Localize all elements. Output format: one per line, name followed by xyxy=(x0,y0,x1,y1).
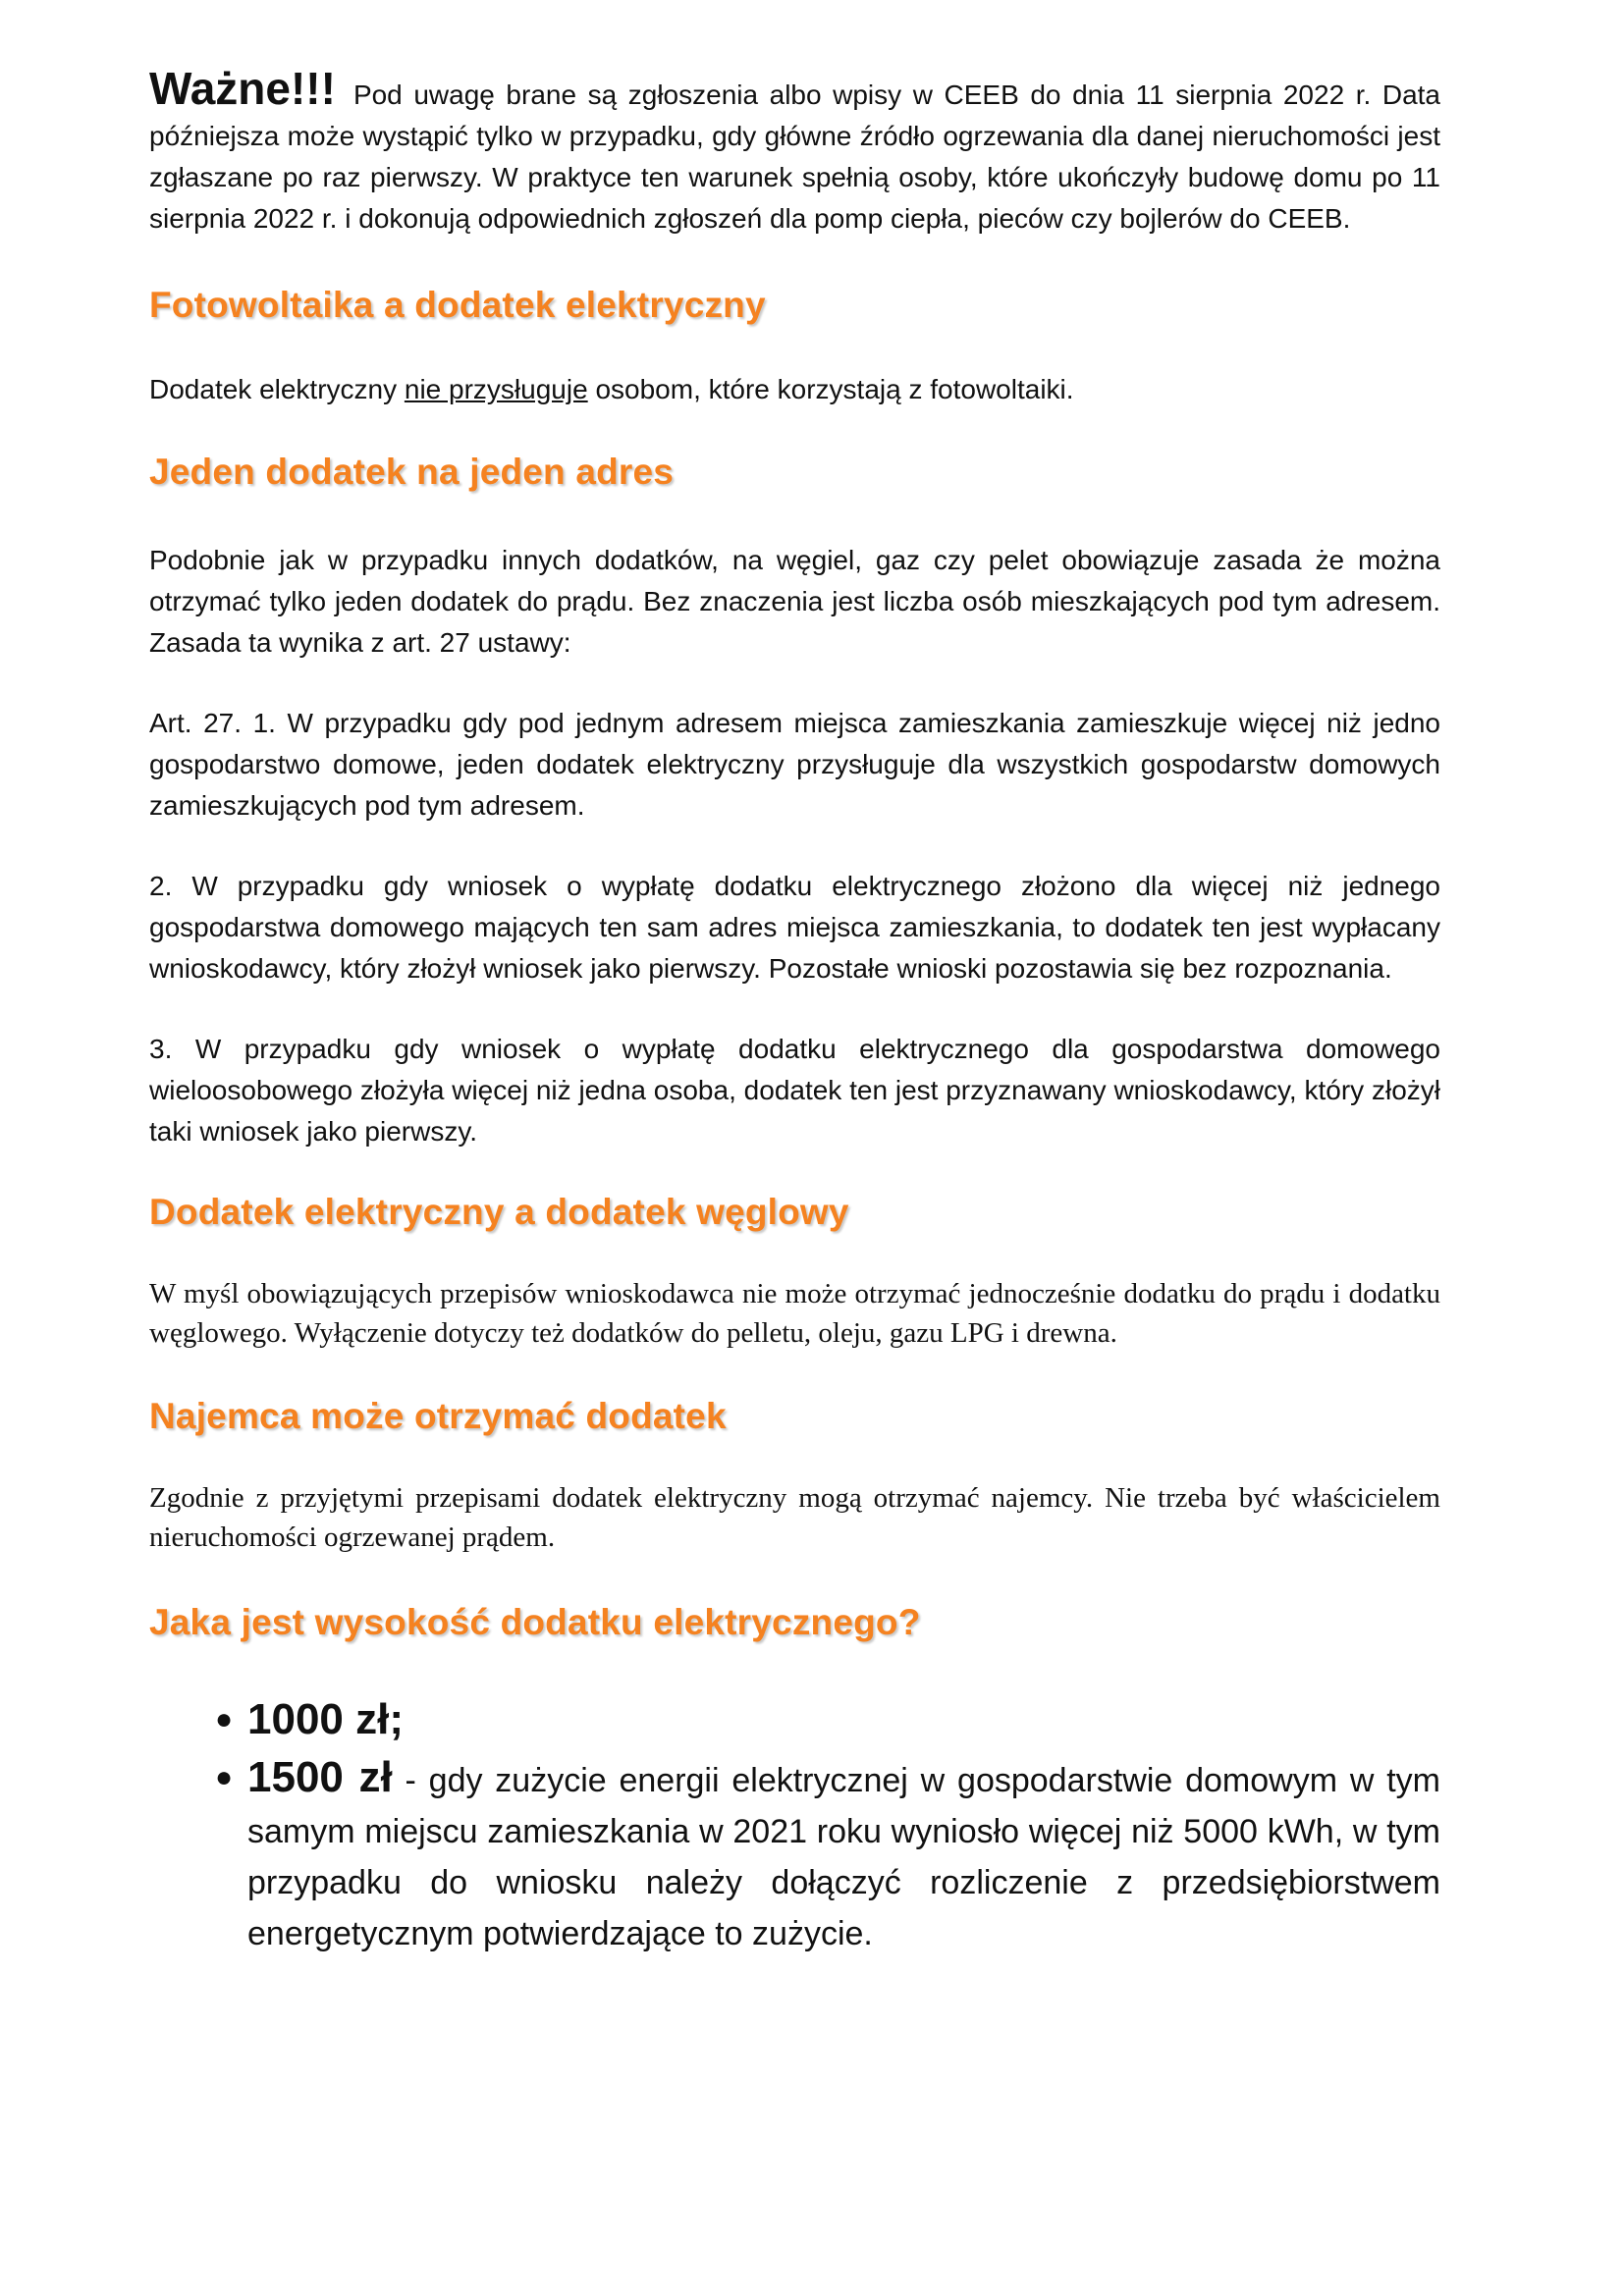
list-item xyxy=(149,1694,1440,1748)
coal-paragraph: W myśl obowiązujących przepisów wnioskodawca nie może otrzymać jednocześnie dodatku do prądu i dodatku węglowego. Wyłączenie dotyczy też dodatków do pelletu, oleju, gazu LPG i drewna. xyxy=(149,1278,1440,1349)
document-page xyxy=(149,63,1440,1959)
list-item xyxy=(149,1752,1440,1959)
heading-tenant: Najemca może otrzymać dodatek xyxy=(149,1396,727,1436)
heading-one-per-address: Jeden dodatek na jeden adres xyxy=(149,452,675,492)
one-address-paragraph-1: Podobnie jak w przypadku innych dodatków, na węgiel, gaz czy pelet obowiązuje zasada że można otrzymać tylko jeden dodatek do prądu. Bez znaczenia jest liczba osób mieszkających pod tym adresem. Zasada ta wynika z art. 27 ustawy: xyxy=(149,545,1440,658)
heading-coal-supplement: Dodatek elektryczny a dodatek węglowy xyxy=(149,1192,849,1232)
amount-list xyxy=(149,1694,1440,1959)
amount-description: - gdy zużycie energii elektrycznej w gospodarstwie domowym w tym samym miejscu zamieszkania w 2021 roku wyniosło więcej niż 5000 kWh, w tym przypadku do wniosku należy dołączyć rozliczenie z przedsiębiorstwem energetycznym potwierdzające to zużycie. xyxy=(247,1762,1440,1952)
bullet-icon: ● xyxy=(215,1703,234,1735)
intro-text: Pod uwagę brane są zgłoszenia albo wpisy w CEEB do dnia 11 sierpnia 2022 r. Data późniejsza może wystąpić tylko w przypadku, gdy główne źródło ogrzewania dla danej nieruchomości jest zgłaszane po raz pierwszy. W praktyce ten warunek spełnią osoby, które ukończyły budowę domu po 11 sierpnia 2022 r. i dokonują odpowiednich zgłoszeń dla pomp ciepła, pieców czy bojlerów do CEEB. xyxy=(149,80,1440,234)
amount-value: 1000 zł; xyxy=(247,1695,404,1743)
pv-text-underlined: nie przysługuje xyxy=(404,374,588,404)
heading-amount: Jaka jest wysokość dodatku elektrycznego? xyxy=(149,1602,921,1642)
article-27-paragraph-3: 3. W przypadku gdy wniosek o wypłatę dodatku elektrycznego dla gospodarstwa domowego wieloosobowego złożyła więcej niż jedna osoba, dodatek ten jest przyznawany wnioskodawcy, który złożył taki wniosek jako pierwszy. xyxy=(149,1034,1440,1147)
pv-paragraph xyxy=(149,369,1440,410)
pv-text-after: osobom, które korzystają z fotowoltaiki. xyxy=(587,374,1074,404)
bullet-icon: ● xyxy=(215,1761,234,1793)
article-27-paragraph-2: 2. W przypadku gdy wniosek o wypłatę dodatku elektrycznego złożono dla więcej niż jednego gospodarstwa domowego mających ten sam adres miejsca zamieszkania, to dodatek ten jest wypłacany wnioskodawcy, który złożył wniosek jako pierwszy. Pozostałe wnioski pozostawia się bez rozpoznania. xyxy=(149,871,1440,984)
article-27-paragraph-1: Art. 27. 1. W przypadku gdy pod jednym adresem miejsca zamieszkania zamieszkuje więcej niż jedno gospodarstwo domowe, jeden dodatek elektryczny przysługuje dla wszystkich gospodarstw domowych zamieszkujących pod tym adresem. xyxy=(149,708,1440,821)
intro-paragraph xyxy=(149,63,1440,240)
amount-value: 1500 zł xyxy=(247,1753,393,1801)
important-label: Ważne!!! xyxy=(149,63,336,114)
pv-text-before: Dodatek elektryczny xyxy=(149,374,405,404)
tenant-paragraph: Zgodnie z przyjętymi przepisami dodatek elektryczny mogą otrzymać najemcy. Nie trzeba być właścicielem nieruchomości ogrzewanej prądem. xyxy=(149,1482,1440,1553)
heading-photovoltaics: Fotowoltaika a dodatek elektryczny xyxy=(149,285,766,325)
